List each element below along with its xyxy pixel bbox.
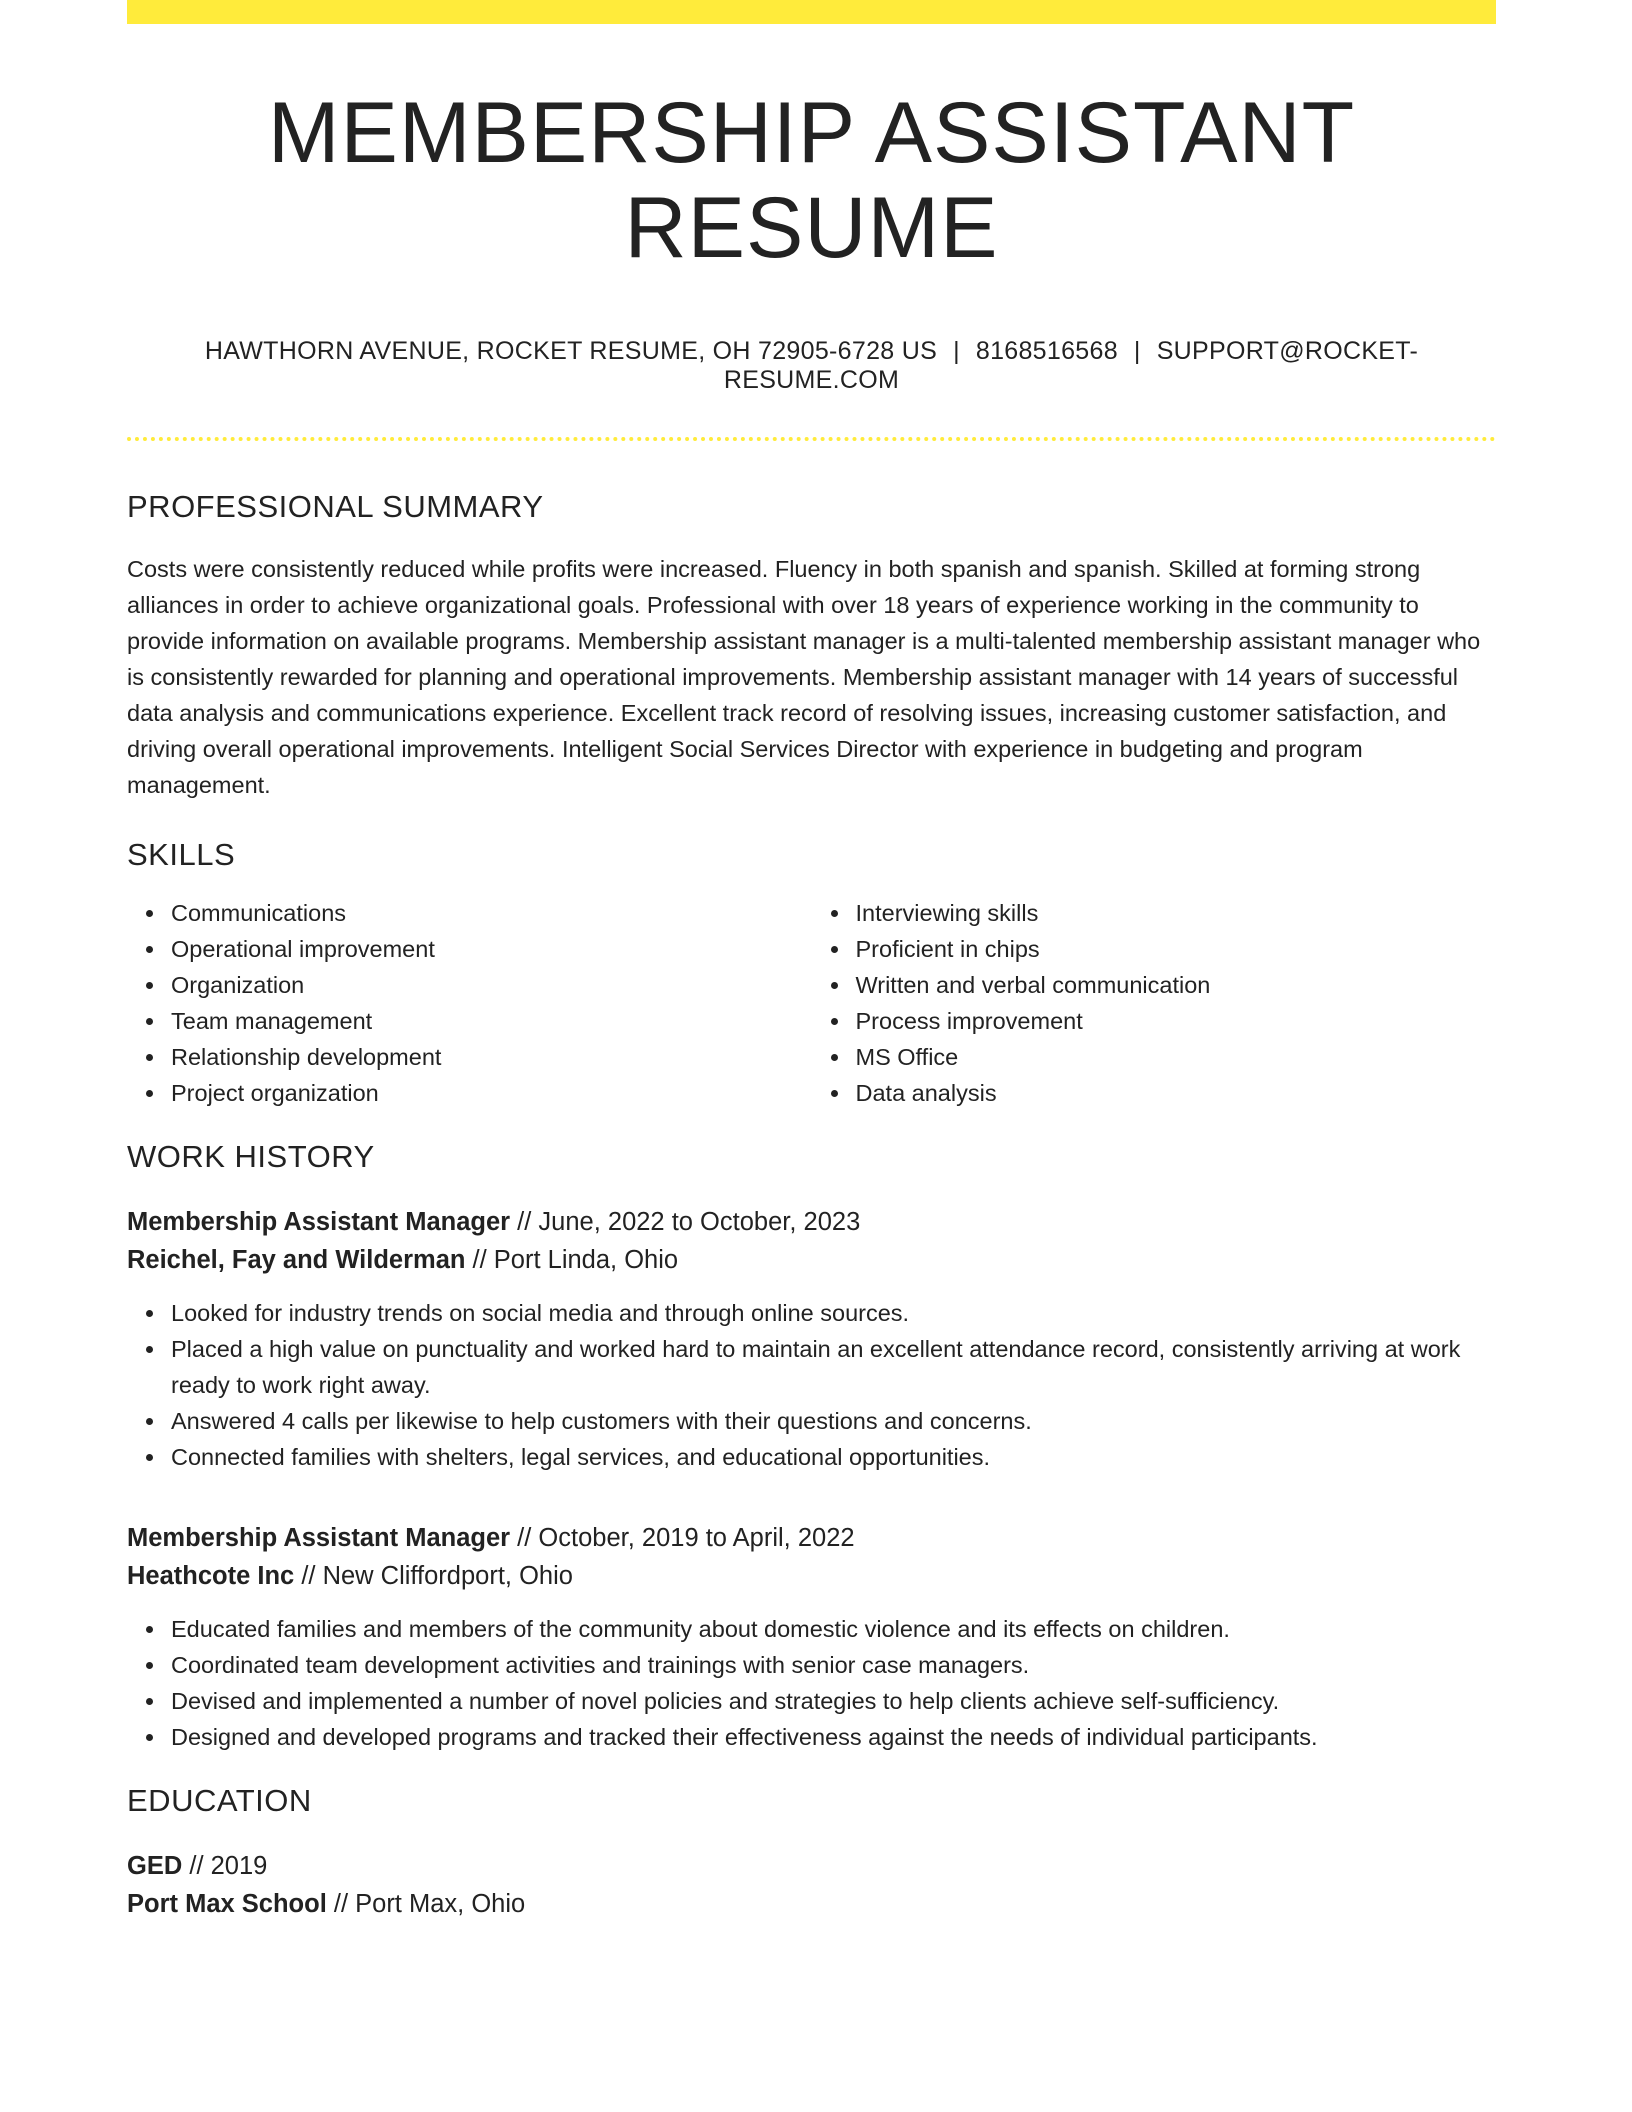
resume-title: MEMBERSHIP ASSISTANT RESUME	[267, 85, 1356, 276]
summary-text: Costs were consistently reduced while profits were increased. Fluency in both spanish and spanish. Skilled at forming strong alliances in order to achieve organizational goals. Professional with over 18 years of experience working in the community to provide information on available programs. Membership assistant manager is a multi-talented membership assistant manager who is consistently rewarded for planning and operational improvements. Membership assistant manager with 14 years of successful data analysis and communications experience. Excellent track record of resolving issues, increasing customer satisfaction, and driving overall operational improvements. Intelligent Social Services Director with experience in budgeting and program management.	[127, 556, 1481, 799]
job-company-line	[127, 1241, 1496, 1279]
skills-column-left	[127, 895, 812, 1111]
job-company: Reichel, Fay and Wilderman	[127, 1246, 466, 1275]
skill-item: Communications	[171, 895, 812, 931]
skill-item: Process improvement	[856, 1003, 1497, 1039]
work-history-heading: WORK HISTORY	[127, 1139, 375, 1175]
contact-email: SUPPORT@ROCKET-RESUME.COM	[723, 337, 1419, 395]
job-location: // New Cliffordport, Ohio	[301, 1562, 573, 1591]
skill-item: Organization	[171, 967, 812, 1003]
contact-phone: 8168516568	[975, 337, 1118, 366]
skill-item: Project organization	[171, 1075, 812, 1111]
job-bullet: Placed a high value on punctuality and worked hard to maintain an excellent attendance record, consistently arriving at work ready to work right away.	[171, 1331, 1496, 1403]
education-school: Port Max School	[127, 1890, 327, 1919]
job-entry	[127, 1519, 1496, 1755]
job-entry	[127, 1203, 1496, 1475]
summary-heading: PROFESSIONAL SUMMARY	[127, 489, 544, 525]
skill-item: Relationship development	[171, 1039, 812, 1075]
job-bullets	[127, 1611, 1496, 1755]
job-title: Membership Assistant Manager	[127, 1208, 511, 1237]
job-bullet: Devised and implemented a number of novel policies and strategies to help clients achieve self-sufficiency.	[171, 1683, 1496, 1719]
job-location: // Port Linda, Ohio	[472, 1246, 679, 1275]
skill-item: Team management	[171, 1003, 812, 1039]
job-title-line	[127, 1203, 1496, 1241]
skill-item: Interviewing skills	[856, 895, 1497, 931]
skills-heading: SKILLS	[127, 837, 236, 873]
education-degree: GED	[127, 1852, 183, 1881]
job-title: Membership Assistant Manager	[127, 1524, 511, 1553]
education-year: // 2019	[189, 1852, 268, 1881]
skills-column-right	[812, 895, 1497, 1111]
job-bullet: Coordinated team development activities and trainings with senior case managers.	[171, 1647, 1496, 1683]
skills-list	[127, 895, 1496, 1111]
education-heading: EDUCATION	[127, 1783, 312, 1819]
accent-top-bar	[127, 0, 1496, 24]
job-company-line	[127, 1557, 1496, 1595]
skill-item: Written and verbal communication	[856, 967, 1497, 1003]
job-bullet: Connected families with shelters, legal services, and educational opportunities.	[171, 1439, 1496, 1475]
contact-line	[127, 337, 1496, 395]
education-school-line	[127, 1885, 1496, 1923]
education-degree-line	[127, 1847, 1496, 1885]
dotted-divider	[127, 437, 1496, 441]
resume-page	[127, 0, 1496, 1923]
job-company: Heathcote Inc	[127, 1562, 295, 1591]
contact-address: HAWTHORN AVENUE, ROCKET RESUME, OH 72905-6728 US	[204, 337, 938, 366]
contact-separator: |	[1133, 337, 1141, 366]
skill-item: MS Office	[856, 1039, 1497, 1075]
job-bullet: Designed and developed programs and tracked their effectiveness against the needs of individual participants.	[171, 1719, 1496, 1755]
skill-item: Proficient in chips	[856, 931, 1497, 967]
contact-separator: |	[953, 337, 960, 366]
skill-item: Data analysis	[856, 1075, 1497, 1111]
job-bullet: Answered 4 calls per likewise to help customers with their questions and concerns.	[171, 1403, 1496, 1439]
job-bullets	[127, 1295, 1496, 1475]
education-location: // Port Max, Ohio	[333, 1890, 526, 1919]
job-dates: // June, 2022 to October, 2023	[517, 1208, 861, 1237]
job-bullet: Educated families and members of the community about domestic violence and its effects on children.	[171, 1611, 1496, 1647]
job-bullet: Looked for industry trends on social media and through online sources.	[171, 1295, 1496, 1331]
job-title-line	[127, 1519, 1496, 1557]
job-dates: // October, 2019 to April, 2022	[517, 1524, 855, 1553]
skill-item: Operational improvement	[171, 931, 812, 967]
